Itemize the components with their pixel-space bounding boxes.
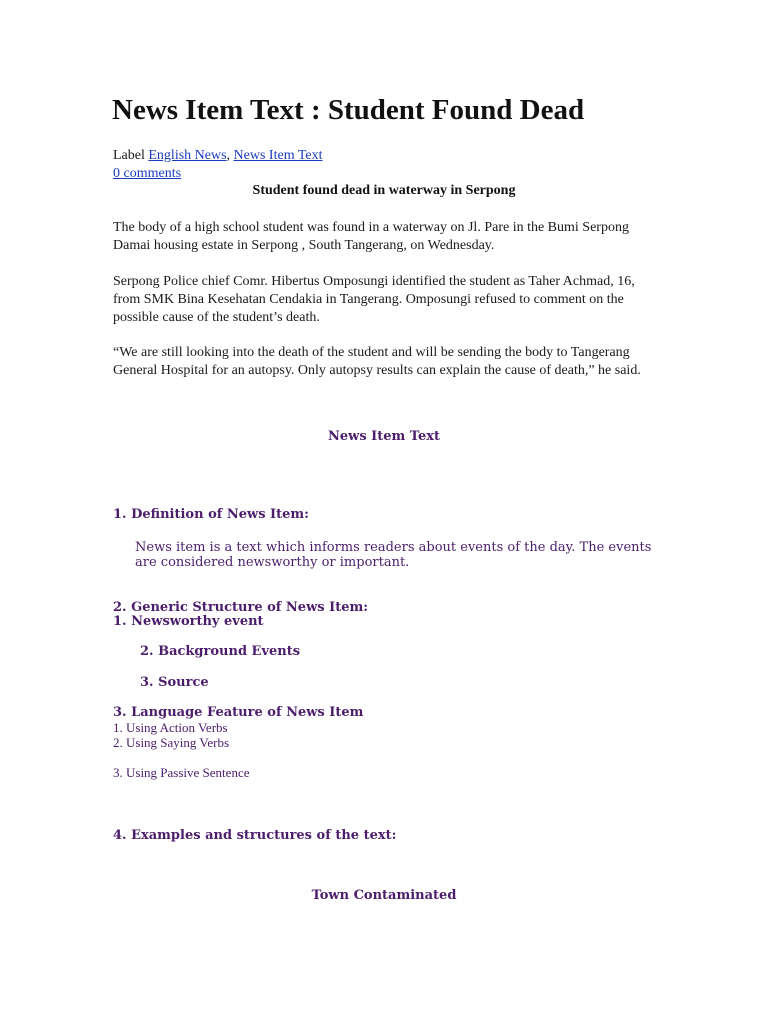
- structure-item-3: 3. Source: [140, 675, 209, 690]
- label-link-news-item-text[interactable]: News Item Text: [233, 148, 323, 163]
- section-heading: News Item Text: [327, 429, 441, 444]
- article-headline: Student found dead in waterway in Serpong: [252, 183, 516, 198]
- structure-title: 2. Generic Structure of News Item:: [113, 600, 369, 615]
- structure-item-1: 1. Newsworthy event: [113, 614, 264, 629]
- language-item-1: 1. Using Action Verbs: [113, 720, 228, 735]
- label-prefix: Label: [113, 148, 145, 163]
- article-paragraph-3: “We are still looking into the death of the student and will be sending the body to Tangerang General Hospital for an autopsy. Only autopsy results can explain the cause of death,” he said.: [113, 345, 641, 378]
- examples-title: 4. Examples and structures of the text:: [113, 828, 397, 843]
- label-link-english-news[interactable]: English News: [148, 148, 227, 163]
- comments-link-wrapper: [113, 166, 181, 182]
- definition-title: 1. Definition of News Item:: [113, 507, 309, 522]
- language-item-3: 3. Using Passive Sentence: [113, 765, 250, 780]
- label-line: [113, 148, 323, 164]
- label-separator: ,: [226, 148, 231, 163]
- example-heading: Town Contaminated: [311, 888, 457, 903]
- page-title: News Item Text : Student Found Dead: [112, 94, 585, 126]
- structure-item-2: 2. Background Events: [140, 644, 301, 659]
- language-item-2: 2. Using Saying Verbs: [113, 735, 230, 750]
- comments-link[interactable]: 0 comments: [113, 166, 182, 181]
- article-paragraph-2: Serpong Police chief Comr. Hibertus Omposungi identified the student as Taher Achmad, 16, from SMK Bina Kesehatan Cendakia in Tangerang. Omposungi refused to comment on the possible cause of the student’s death.: [113, 274, 635, 325]
- article-paragraph-1: The body of a high school student was found in a waterway on Jl. Pare in the Bumi Serpong Damai housing estate in Serpong , South Tangerang, on Wednesday.: [113, 220, 629, 253]
- language-title: 3. Language Feature of News Item: [113, 705, 364, 720]
- definition-text: News item is a text which informs readers about events of the day. The events are considered newsworthy or important.: [135, 540, 652, 570]
